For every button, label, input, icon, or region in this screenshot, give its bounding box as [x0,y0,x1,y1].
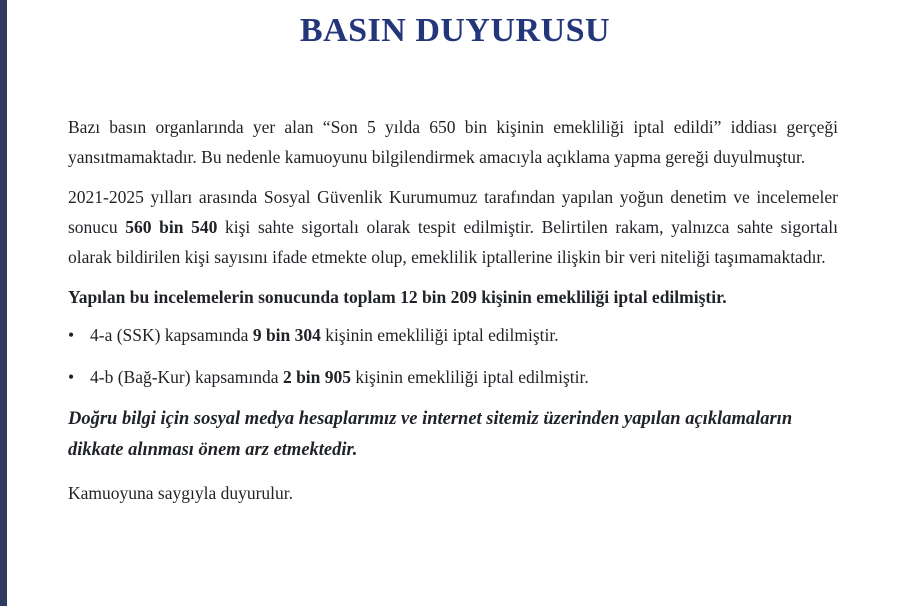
announcement-body [68,112,838,508]
fake-insured-paragraph [68,182,838,272]
fake-insured-text-start: 2021-2025 yılları arasında Sosyal Güvenlik Kurumumuz tarafından yapılan yoğun denetim ve incelemeler sonucu [68,187,838,237]
ssk-text-end: kişinin emekliliği iptal edilmiştir. [320,325,559,345]
bagkur-count: 2 bin 905 [282,367,352,387]
bullet-marker: • [68,367,75,387]
ssk-text-start: 4-a (SSK) kapsamında [90,325,253,345]
fake-insured-count: 560 bin 540 [125,217,218,237]
closing-line: Kamuoyuna saygıyla duyurulur. [68,483,294,503]
list-item-bagkur [68,362,838,392]
intro-paragraph: Bazı basın organlarında yer alan “Son 5 yılda 650 bin kişinin emekliliği iptal edildi” iddiası gerçeği yansıtmamaktadır. Bu nedenle kamuoyunu bilgilendirmek amacıyla açıklama yapma gereği duyulmuştur. [68,117,838,167]
total-cancellations-paragraph: Yapılan bu incelemelerin sonucunda toplam 12 bin 209 kişinin emekliliği iptal edilmiştir. [68,287,727,307]
emphasis-note: Doğru bilgi için sosyal medya hesaplarımız ve internet sitemiz üzerinden yapılan açıklamaların dikkate alınması önem arz etmektedir. [68,409,793,460]
ssk-count: 9 bin 304 [252,325,321,345]
list-item-ssk [68,320,838,350]
bagkur-text-start: 4-b (Bağ-Kur) kapsamında [90,367,283,387]
bullet-marker: • [68,325,75,345]
left-border-strip [0,0,7,606]
page-title: BASIN DUYURUSU [299,12,611,49]
fake-insured-text-end: kişi sahte sigortalı olarak tespit edilmiştir. Belirtilen rakam, yalnızca sahte sigortalı olarak bildirilen kişi sayısını ifade etmekte olup, emeklilik iptallerine ilişkin bir veri niteliği taşımamaktadır. [68,217,838,267]
cancellation-breakdown-list [68,320,838,392]
bagkur-text-end: kişinin emekliliği iptal edilmiştir. [351,367,589,387]
